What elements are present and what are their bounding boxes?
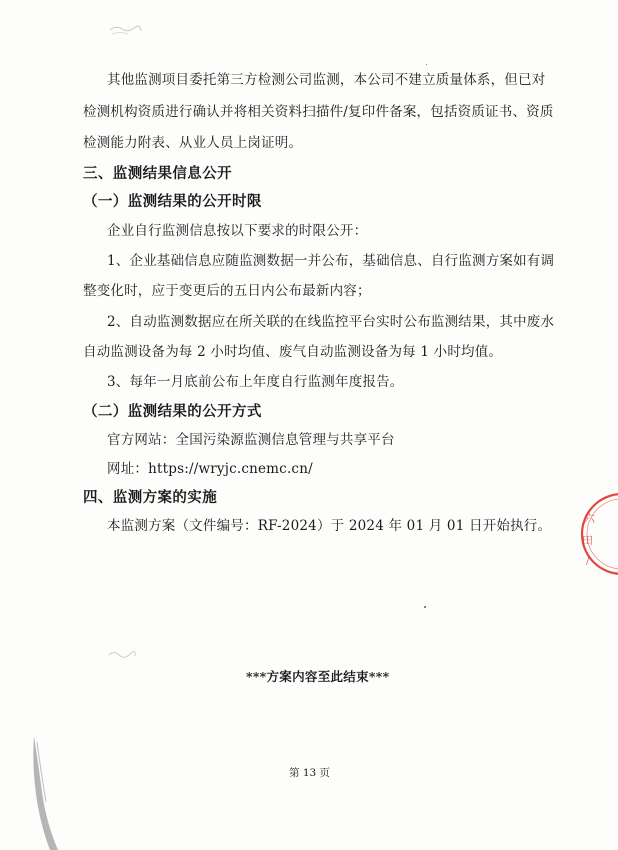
item2-line1: 2、自动监测数据应在所关联的在线监控平台实时公布监测结果，其中废水 bbox=[107, 314, 555, 330]
svg-text:六: 六 bbox=[584, 512, 595, 525]
scan-smudge-left bbox=[108, 648, 136, 662]
para1-line3: 检测能力附表、从业人员上岗证明。 bbox=[83, 135, 303, 151]
scan-dot bbox=[424, 606, 426, 608]
official-site: 官方网站：全国污染源监测信息管理与共享平台 bbox=[107, 432, 395, 448]
end-mark: ***方案内容至此结束*** bbox=[246, 669, 390, 684]
item2-line2: 自动监测设备为每 2 小时均值、废气自动监测设备为每 1 小时均值。 bbox=[83, 344, 503, 360]
item1-line2: 整变化时，应于变更后的五日内公布最新内容； bbox=[83, 283, 371, 299]
section3-title: 三、监测结果信息公开 bbox=[83, 166, 232, 182]
sub1-intro: 企业自行监测信息按以下要求的时限公开： bbox=[107, 223, 368, 239]
item1-line1: 1、企业基础信息应随监测数据一并公布，基础信息、自行监测方案如有调 bbox=[107, 253, 555, 269]
scan-dot bbox=[426, 64, 427, 65]
url-line: 网址：https://wryjc.cnemc.cn/ bbox=[107, 461, 313, 477]
svg-text:田: 田 bbox=[582, 534, 593, 547]
page-number: 第 13 页 bbox=[289, 767, 331, 779]
para1-line1: 其他监测项目委托第三方检测公司监测，本公司不建立质量体系，但已对 bbox=[107, 72, 546, 88]
section4-title: 四、监测方案的实施 bbox=[83, 490, 218, 506]
para1-line2: 检测机构资质进行确认并将相关资料扫描件/复印件备案，包括资质证书、资质 bbox=[83, 104, 554, 120]
svg-text:/: / bbox=[586, 556, 590, 567]
item3: 3、每年一月底前公布上年度自行监测年度报告。 bbox=[107, 374, 404, 390]
sub1-title: （一）监测结果的公开时限 bbox=[83, 194, 262, 210]
scan-smudge-top bbox=[108, 22, 142, 38]
section4-text: 本监测方案（文件编号：RF-2024）于 2024 年 01 月 01 日开始执行。 bbox=[107, 518, 552, 534]
company-seal-stamp bbox=[580, 488, 618, 580]
sub2-title: （二）监测结果的公开方式 bbox=[83, 404, 262, 420]
scan-edge-shadow bbox=[28, 732, 68, 850]
